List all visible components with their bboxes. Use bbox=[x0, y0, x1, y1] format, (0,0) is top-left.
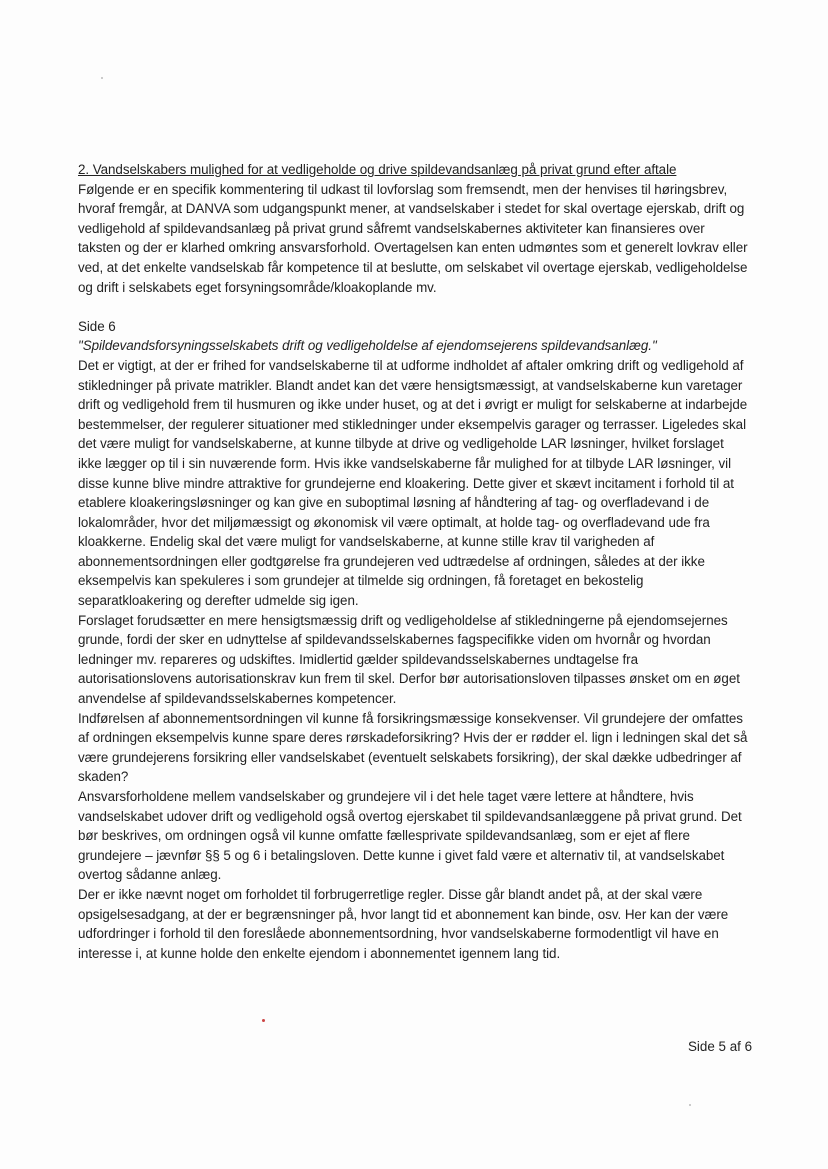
body-paragraph: Der er ikke nævnt noget om forholdet til forbrugerretlige regler. Disse går blandt andet på, at der skal være opsigelsesadgang, at der er begrænsninger på, hvor langt tid et abonnement kan binde, osv. Her kan der være udfordringer i forhold til den foreslåede abonnementsordning, hvor vandselskaberne formodentligt vil have en interesse i, at kunne holde den enkelte ejendom i abonnementet igennem lang tid. bbox=[78, 886, 729, 961]
scan-speck bbox=[101, 77, 103, 79]
document-body bbox=[78, 160, 748, 963]
page-reference: Side 6 bbox=[78, 318, 116, 334]
body-paragraph: Forslaget forudsætter en mere hensigtsmæssig drift og vedligeholdelse af stikledningerne på ejendomsejernes grunde, fordi der sker en udnyttelse af spildevandsselskabernes fagspecifikke viden om hvornår og hvordan ledninger mv. repareres og udskiftes. Imidlertid gælder spildevandsselskabernes undtagelse fra autorisationslovens autorisationskrav kun frem til skel. Derfor bør autorisationsloven tilpasses ønsket om en øget anvendelse af spildevandsselskabernes kompetencer. bbox=[78, 612, 740, 707]
section-heading: 2. Vandselskabers mulighed for at vedligeholde og drive spildevandsanlæg på privat grund efter aftale bbox=[78, 162, 677, 177]
scan-speck bbox=[262, 1019, 265, 1022]
page-number: Side 5 af 6 bbox=[688, 1039, 753, 1054]
intro-paragraph: Følgende er en specifik kommentering til udkast til lovforslag som fremsendt, men der henvises til høringsbrev, hvoraf fremgår, at DANVA som udgangspunkt mener, at vandselskaber i stedet for skal overtage ejerskab, drift og vedligehold af spildevandsanlæg på privat grund såfremt vandselskabernes aktiviteter kan finansieres over taksten og der er klarhed omkring ansvarsforhold. Overtagelsen kan enten udmøntes som et generelt lovkrav eller ved, at det enkelte vandselskab får kompetence til at beslutte, om selskabet vil overtage ejerskab, vedligeholdelse og drift i selskabets eget forsyningsområde/kloakoplande mv. bbox=[78, 181, 748, 295]
paragraph-gap bbox=[78, 297, 748, 317]
quoted-subtitle: "Spildevandsforsyningsselskabets drift og vedligeholdelse af ejendomsejerens spildevandsanlæg." bbox=[78, 338, 657, 354]
scan-speck bbox=[689, 1104, 691, 1106]
body-paragraph: Indførelsen af abonnementsordningen vil kunne få forsikringsmæssige konsekvenser. Vil grundejere der omfattes af ordningen eksempelvis kunne spare deres rørskadeforsikring? Hvis der er rødder el. lign i ledningen skal det så være grundejerens forsikring eller vandselskabet (eventuelt selskabets forsikring), der skal dække udbedringer af skaden? bbox=[78, 710, 748, 785]
body-paragraph: Ansvarsforholdene mellem vandselskaber og grundejere vil i det hele taget være lettere at håndtere, hvis vandselskabet udover drift og vedligehold også overtog ejerskabet til spildevandsanlæggene på privat grund. Det bør beskrives, om ordningen også vil kunne omfatte fællesprivate spildevandsanlæg, som er ejet af flere grundejere – jævnfør §§ 5 og 6 i betalingsloven. Dette kunne i givet fald være et alternativ til, at vandselskabet overtog sådanne anlæg. bbox=[78, 789, 742, 883]
body-paragraph: Det er vigtigt, at der er frihed for vandselskaberne til at udforme indholdet af aftaler omkring drift og vedligehold af stikledninger på private matrikler. Blandt andet kan det være hensigtsmæssigt, at vandselskaberne kun varetager drift og vedligehold frem til husmuren og ikke under huset, og at det i øvrigt er muligt for selskaberne at indarbejde bestemmelser, der regulerer situationer med stikledninger under eksempelvis garager og terrasser. Ligeledes skal det være muligt for vandselskaberne, at kunne tilbyde at drive og vedligeholde LAR løsninger, hvilket forslaget ikke lægger op til i sin nuværende form. Hvis ikke vandselskaberne får mulighed for at tilbyde LAR løsninger, vil disse kunne blive mindre attraktive for grundejerne end kloakering. Dette giver et skævt incitament i forhold til at etablere kloakeringsløsninger og kan give en suboptimal løsning af håndtering af tag- og overfladevand i de lokalområder, hvor det miljømæssigt og økonomisk vil være optimalt, at holde tag- og overfladevand ude fra kloakkerne. Endelig skal det være muligt for vandselskaberne, at kunne stille krav til varigheden af abonnementsordningen eller godtgørelse fra grundejeren ved udtrædelse af ordningen, således at der ikke eksempelvis kan spekuleres i som grundejer at tilmelde sig ordningen, få foretaget en bekostelig separatkloakering og derefter udmelde sig igen. bbox=[78, 357, 748, 609]
